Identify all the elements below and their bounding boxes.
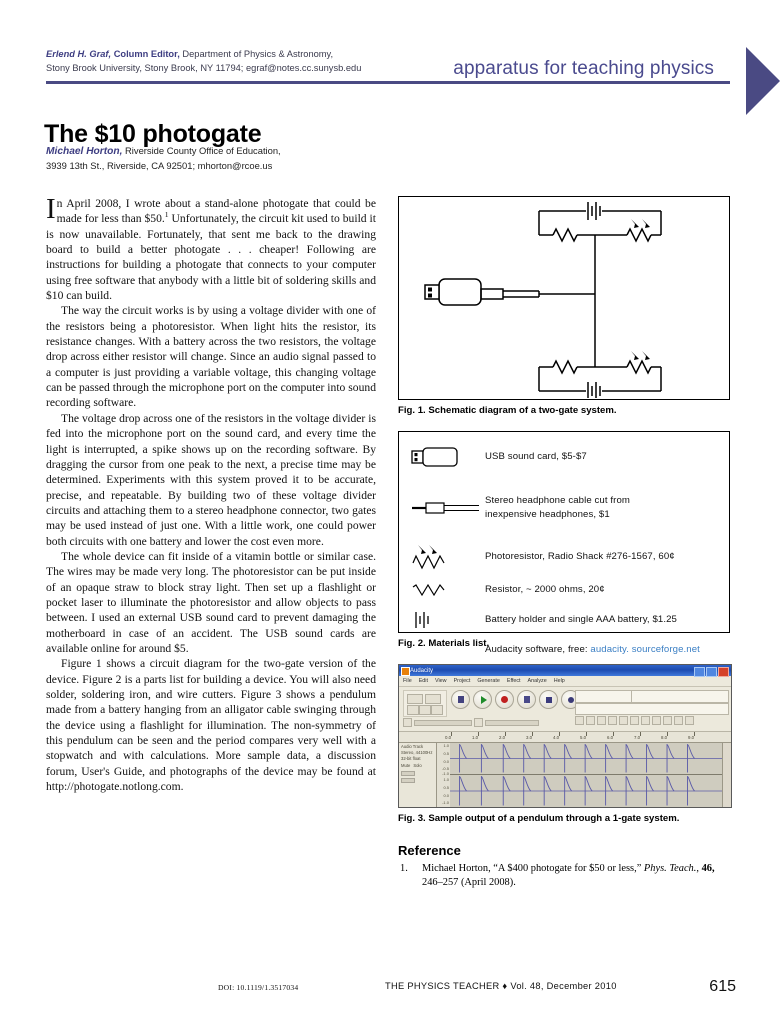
vruler-label-5: 1.0	[443, 777, 449, 782]
material-label-usb: USB sound card, $5-$7	[485, 451, 587, 463]
schematic-svg	[399, 197, 729, 398]
journal-footer-text: THE PHYSICS TEACHER ♦ Vol. 48, December 2010	[385, 981, 617, 991]
paragraph-4: The whole device can fit inside of a vitamin bottle or similar case. The wires may be made very long. The photoresistor can be put inside of an opaque straw to block stray light. Then set up a flashlight or pocket laser to illuminate the photoresistor and allow objects to pass between. I used an external USB sound card to prevent damaging the motherboard in case of an accident. The USB sound cards are available online for around $5.	[46, 549, 376, 655]
paste-button[interactable]	[597, 716, 606, 725]
header-rule	[46, 81, 730, 84]
track-name: Audio Track	[401, 744, 424, 749]
material-label-headphone-1: Stereo headphone cable cut from	[485, 495, 630, 506]
material-item-usb	[411, 446, 719, 468]
pause-button[interactable]	[517, 690, 536, 709]
doi-text: DOI: 10.1119/1.3517034	[218, 983, 299, 992]
record-button[interactable]	[495, 690, 514, 709]
stop-button[interactable]	[539, 690, 558, 709]
copy-button[interactable]	[586, 716, 595, 725]
vruler-label-4: -1.0	[442, 771, 449, 776]
skip-start-button[interactable]	[451, 690, 470, 709]
column-editor-affiliation: Department of Physics & Astronomy,	[182, 49, 334, 59]
audacity-logo-icon	[401, 667, 410, 676]
menu-help[interactable]: Help	[553, 678, 565, 684]
usb-plug-icon	[425, 285, 439, 299]
menu-generate[interactable]: Generate	[477, 678, 500, 684]
zoom-out-button[interactable]	[663, 716, 672, 725]
page-title: The $10 photogate	[44, 119, 262, 148]
column-editor-address: Stony Brook University, Stony Brook, NY 11794; egraf@notes.cc.sunysb.edu	[46, 62, 362, 73]
paragraph-5: Figure 1 shows a circuit diagram for the two-gate version of the device. Figure 2 is a parts list for building a device. You will also need solder, soldering iron, and wire cutters. Figure 3 shows a pendulum made from a battery hanging from an alligator cable swinging through the device using a flashlight for illumination. The non-symmetry of this pendulum can be seen and the period compares very well with a stopwatch and with calculations. More sample data, a discussion forum, User's Guide, and photographs of the device may be found at http://photogate.notlong.com.	[46, 657, 376, 794]
vruler-label-8: -1.0	[442, 800, 449, 805]
page-number: 615	[709, 978, 736, 995]
transport-controls[interactable]	[451, 690, 580, 709]
vruler-label-6: 0.5	[443, 785, 449, 790]
play-button[interactable]	[473, 690, 492, 709]
waveform-channel-right[interactable]	[450, 775, 723, 807]
usb-sound-card-icon	[411, 446, 485, 468]
zoom-in-button[interactable]	[652, 716, 661, 725]
vruler-label-7: 0.0	[443, 793, 449, 798]
device-toolbar[interactable]	[403, 718, 539, 727]
audacity-toolbar[interactable]	[399, 687, 731, 732]
footnote-marker: 1	[164, 210, 169, 220]
page-footer	[0, 978, 780, 1001]
redo-button[interactable]	[641, 716, 650, 725]
envelope-tool-icon[interactable]	[425, 694, 441, 704]
edit-toolbar[interactable]	[575, 716, 694, 725]
material-item-photoresistor	[411, 544, 719, 570]
cut-button[interactable]	[575, 716, 584, 725]
column-editor-role: Column Editor,	[113, 49, 180, 59]
mixer-slider-bar[interactable]	[575, 703, 729, 715]
reference-text-b: ,	[696, 863, 702, 874]
figures-column	[398, 196, 730, 889]
material-label-audacity	[485, 643, 700, 657]
paragraph-1	[46, 193, 376, 303]
column-editor-block	[46, 48, 446, 75]
material-label-photoresistor: Photoresistor, Radio Shack #276-1567, 60¢	[485, 551, 675, 563]
time-label-6: 6.0	[607, 735, 614, 740]
material-label-resistor: Resistor, ~ 2000 ohms, 20¢	[485, 584, 605, 596]
track-control-panel[interactable]	[399, 743, 437, 807]
fit-project-button[interactable]	[685, 716, 694, 725]
silence-button[interactable]	[619, 716, 628, 725]
time-label-0: 0.0	[445, 735, 452, 740]
article-body-column	[46, 193, 376, 794]
time-label-9: 9.0	[688, 735, 695, 740]
author-byline	[46, 144, 406, 173]
figure-3-audacity-screenshot	[398, 664, 732, 808]
author-affiliation: Riverside County Office of Education,	[125, 145, 281, 156]
timeshift-tool-icon[interactable]	[419, 705, 431, 715]
reference-journal: Phys. Teach.	[643, 863, 697, 874]
time-label-3: 3.0	[526, 735, 533, 740]
track-format: Stereo, 44100Hz	[401, 750, 433, 755]
microphone-icon	[474, 718, 483, 727]
battery-icon	[411, 610, 485, 630]
vruler-label-0: 1.0	[443, 743, 449, 748]
trim-button[interactable]	[608, 716, 617, 725]
multi-tool-icon[interactable]	[431, 705, 443, 715]
photoresistor-arrow-icon-top	[631, 219, 650, 228]
time-label-8: 8.0	[661, 735, 668, 740]
material-item-audacity	[411, 643, 719, 657]
menu-effect[interactable]: Effect	[506, 678, 521, 684]
paragraph-1-tail: Unfortunately, the circuit kit used to build it is now unavailable. Fortunately, that sent me back to the drawing board to build a better photogate . . . cheaper! Following are instructions for building a photogate that connects to your computer using free software that anybody with a little bit of soldering skills and $10 can build.	[46, 212, 376, 303]
drop-cap: I	[46, 193, 56, 225]
material-item-battery	[411, 610, 719, 630]
audacity-text: Audacity software, free:	[485, 644, 591, 655]
timeline-ruler[interactable]	[399, 732, 731, 743]
input-volume-slider[interactable]	[485, 720, 539, 726]
tools-toolbar[interactable]	[403, 690, 447, 717]
material-label-battery: Battery holder and single AAA battery, $1.25	[485, 614, 677, 626]
vertical-ruler	[437, 743, 451, 807]
material-item-resistor	[411, 582, 719, 598]
menu-analyze[interactable]: Analyze	[527, 678, 547, 684]
speaker-icon	[403, 718, 412, 727]
paragraph-2: The way the circuit works is by using a voltage divider with one of the resistors being a photoresistor. When light hits the resistor, its resistance changes. With a battery across the two resistors, the voltage drop across either resistor will change. Since an audio signal passed to a computer is just providing a variable voltage, this changing voltage can be passed through the microphone port on the computer into sound recording software.	[46, 304, 376, 410]
menu-project[interactable]: Project	[453, 678, 471, 684]
reference-heading: Reference	[398, 843, 461, 858]
fit-selection-button[interactable]	[674, 716, 683, 725]
audacity-link[interactable]: audacity. sourceforge.net	[590, 644, 700, 655]
time-label-7: 7.0	[634, 735, 641, 740]
column-editor-name: Erlend H. Graf,	[46, 49, 112, 59]
figure-2-caption: Fig. 2. Materials list.	[398, 638, 490, 649]
banner-arrow-icon	[746, 47, 780, 115]
paragraph-1-text: n April 2008, I wrote about a stand-alone photogate that could be made for less than $50.	[56, 197, 376, 226]
selection-tool-icon[interactable]	[407, 694, 423, 704]
close-button[interactable]	[718, 667, 729, 677]
photoresistor-icon	[411, 544, 485, 570]
minimize-button[interactable]	[694, 667, 705, 677]
author-address: 3939 13th St., Riverside, CA 92501; mhorton@rcoe.us	[46, 160, 273, 171]
menu-view[interactable]: View	[434, 678, 447, 684]
vruler-label-1: 0.5	[443, 751, 449, 756]
window-controls[interactable]	[694, 667, 729, 677]
track-bitdepth: 32-bit float	[401, 756, 421, 761]
time-label-2: 2.0	[499, 735, 506, 740]
track-gain-slider[interactable]	[401, 771, 415, 776]
figure-1-schematic	[398, 196, 730, 400]
time-label-1: 1.0	[472, 735, 479, 740]
menu-edit[interactable]: Edit	[418, 678, 428, 684]
material-label-headphone-2: inexpensive headphones, $1	[485, 508, 610, 520]
paragraph-3: The voltage drop across one of the resistors in the voltage divider is fed into the microphone port on the sound card, and every time the light is interrupted, a spike shows up on the recording software. By dragging the cursor from one peak to the next, a precise time may be determined. Experiments with this system proved it to be accurate, precise, and repeatable. By building two of these voltage divider circuits and attaching them to a stereo headphone connector, two gates may be used instead of just one. With a little work, one could power both circuits with one battery and lower the cost even more.	[46, 411, 376, 548]
vruler-label-2: 0.0	[443, 759, 449, 764]
vruler-label-3: -0.5	[442, 766, 449, 771]
menu-file[interactable]: File	[403, 678, 412, 684]
reference-number: 1.	[400, 863, 408, 874]
column-banner-title: apparatus for teaching physics	[453, 58, 714, 79]
time-label-5: 5.0	[580, 735, 587, 740]
solo-button[interactable]: Solo	[413, 763, 422, 768]
input-meter[interactable]	[631, 690, 729, 703]
audacity-window-title: Audacity	[410, 667, 434, 674]
resistor-icon	[411, 582, 485, 598]
reference-volume: 46,	[701, 863, 715, 874]
audacity-track-area[interactable]	[399, 743, 731, 807]
material-item-headphone-cable	[411, 494, 719, 521]
waveform-area[interactable]	[450, 743, 723, 807]
reference-item	[398, 862, 730, 889]
author-name: Michael Horton,	[46, 146, 123, 157]
headphone-cable-icon	[411, 499, 485, 517]
figure-3-caption: Fig. 3. Sample output of a pendulum through a 1-gate system.	[398, 813, 680, 824]
waveform-channel-left[interactable]	[450, 743, 723, 775]
audacity-menubar[interactable]	[399, 676, 731, 687]
mute-button[interactable]: Mute	[401, 763, 411, 768]
undo-button[interactable]	[630, 716, 639, 725]
track-pan-slider[interactable]	[401, 778, 415, 783]
figure-1-caption: Fig. 1. Schematic diagram of a two-gate system.	[398, 405, 617, 416]
reference-text-a: Michael Horton, “A $400 photogate for $50 or less,”	[422, 863, 644, 874]
reference-text-c: 246–257 (April 2008).	[422, 876, 516, 888]
time-label-4: 4.0	[553, 735, 560, 740]
audacity-titlebar	[399, 665, 731, 676]
photoresistor-arrow-icon-bottom	[631, 351, 650, 360]
zoom-tool-icon[interactable]	[407, 705, 419, 715]
maximize-button[interactable]	[706, 667, 717, 677]
vertical-scrollbar[interactable]	[722, 743, 731, 807]
output-volume-slider[interactable]	[414, 720, 472, 726]
